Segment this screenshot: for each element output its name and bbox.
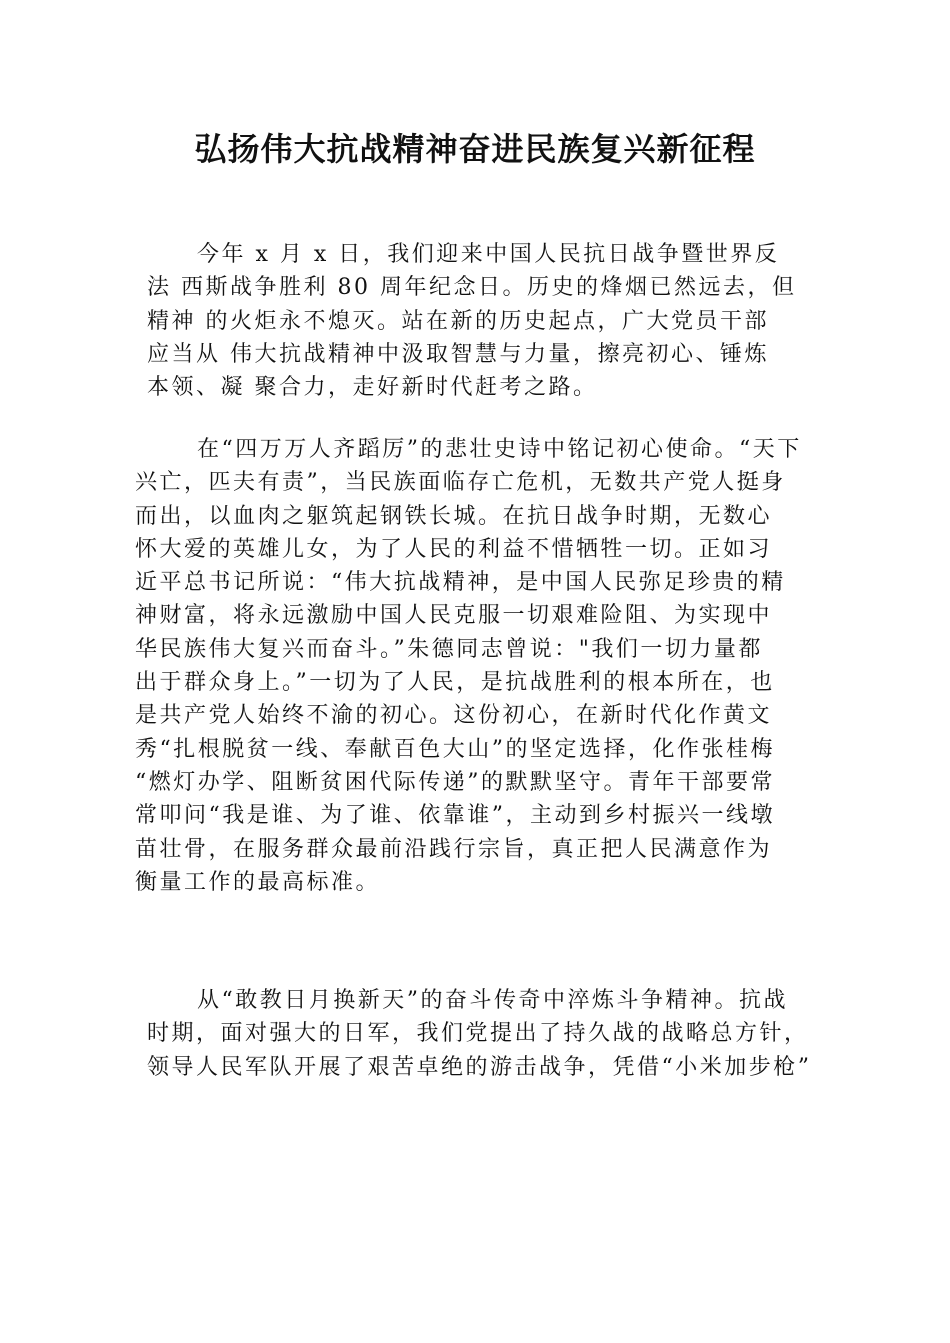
- paragraph-line: 华民族伟大复兴而奋斗。”朱德同志曾说："我们一切力量都: [135, 636, 763, 662]
- paragraph-line: 出于群众身上。”一切为了人民，是抗战胜利的根本所在，也: [135, 670, 775, 696]
- paragraph-line: 应当从 伟大抗战精神中汲取智慧与力量，擦亮初心、锤炼: [147, 341, 769, 367]
- paragraph-line: 从“敢教日月换新天”的奋斗传奇中淬炼斗争精神。抗战: [197, 988, 788, 1013]
- paragraph-line: 在“四万万人齐蹈厉”的悲壮史诗中铭记初心使命。“天下: [197, 437, 802, 462]
- document-title: 弘扬伟大抗战精神奋进民族复兴新征程: [194, 130, 756, 168]
- paragraph-line: 兴亡，匹夫有责”，当民族面临存亡危机，无数共产党人挺身: [135, 470, 786, 496]
- paragraph-line: 衡量工作的最高标准。: [135, 869, 381, 895]
- paragraph-line: 是共产党人始终不渝的初心。这份初心，在新时代化作黄文: [135, 703, 773, 729]
- paragraph-line: 神财富，将永远激励中国人民克服一切艰难险阻、为实现中: [135, 603, 773, 629]
- paragraph-line: 法 西斯战争胜利 80 周年纪念日。历史的烽烟已然远去，但: [147, 275, 797, 301]
- paragraph-line: 苗壮骨，在服务群众最前沿践行宗旨，真正把人民满意作为: [135, 836, 773, 862]
- paragraph-line: 而出，以血肉之躯筑起钢铁长城。在抗日战争时期，无数心: [135, 503, 773, 529]
- paragraph-line: 秀“扎根脱贫一线、奉献百色大山”的坚定选择，化作张桂梅: [135, 736, 775, 762]
- paragraph-line: 领导人民军队开展了艰苦卓绝的游击战争，凭借“小米加步枪”: [147, 1054, 812, 1080]
- paragraph-line: 常叩问“我是谁、为了谁、依靠谁”，主动到乡村振兴一线墩: [135, 803, 775, 829]
- paragraph-line: 近平总书记所说：“伟大抗战精神，是中国人民弥足珍贵的精: [135, 570, 786, 596]
- paragraph-1: [135, 238, 815, 404]
- paragraph-line: 本领、凝 聚合力，走好新时代赶考之路。: [147, 375, 598, 401]
- paragraph-line: 时期，面对强大的日军，我们党提出了持久战的战略总方针，: [147, 1021, 809, 1047]
- paragraph-line: “燃灯办学、阻断贫困代际传递”的默默坚守。青年干部要常: [135, 769, 775, 795]
- paragraph-line: 怀大爱的英雄儿女，为了人民的利益不惜牺牲一切。正如习: [135, 536, 773, 562]
- paragraph-line: 精神 的火炬永不熄灭。站在新的历史起点，广大党员干部: [147, 308, 769, 334]
- paragraph-3: [135, 984, 815, 1084]
- paragraph-2: [135, 433, 815, 899]
- paragraph-line: 今年 x 月 x 日，我们迎来中国人民抗日战争暨世界反: [197, 242, 780, 267]
